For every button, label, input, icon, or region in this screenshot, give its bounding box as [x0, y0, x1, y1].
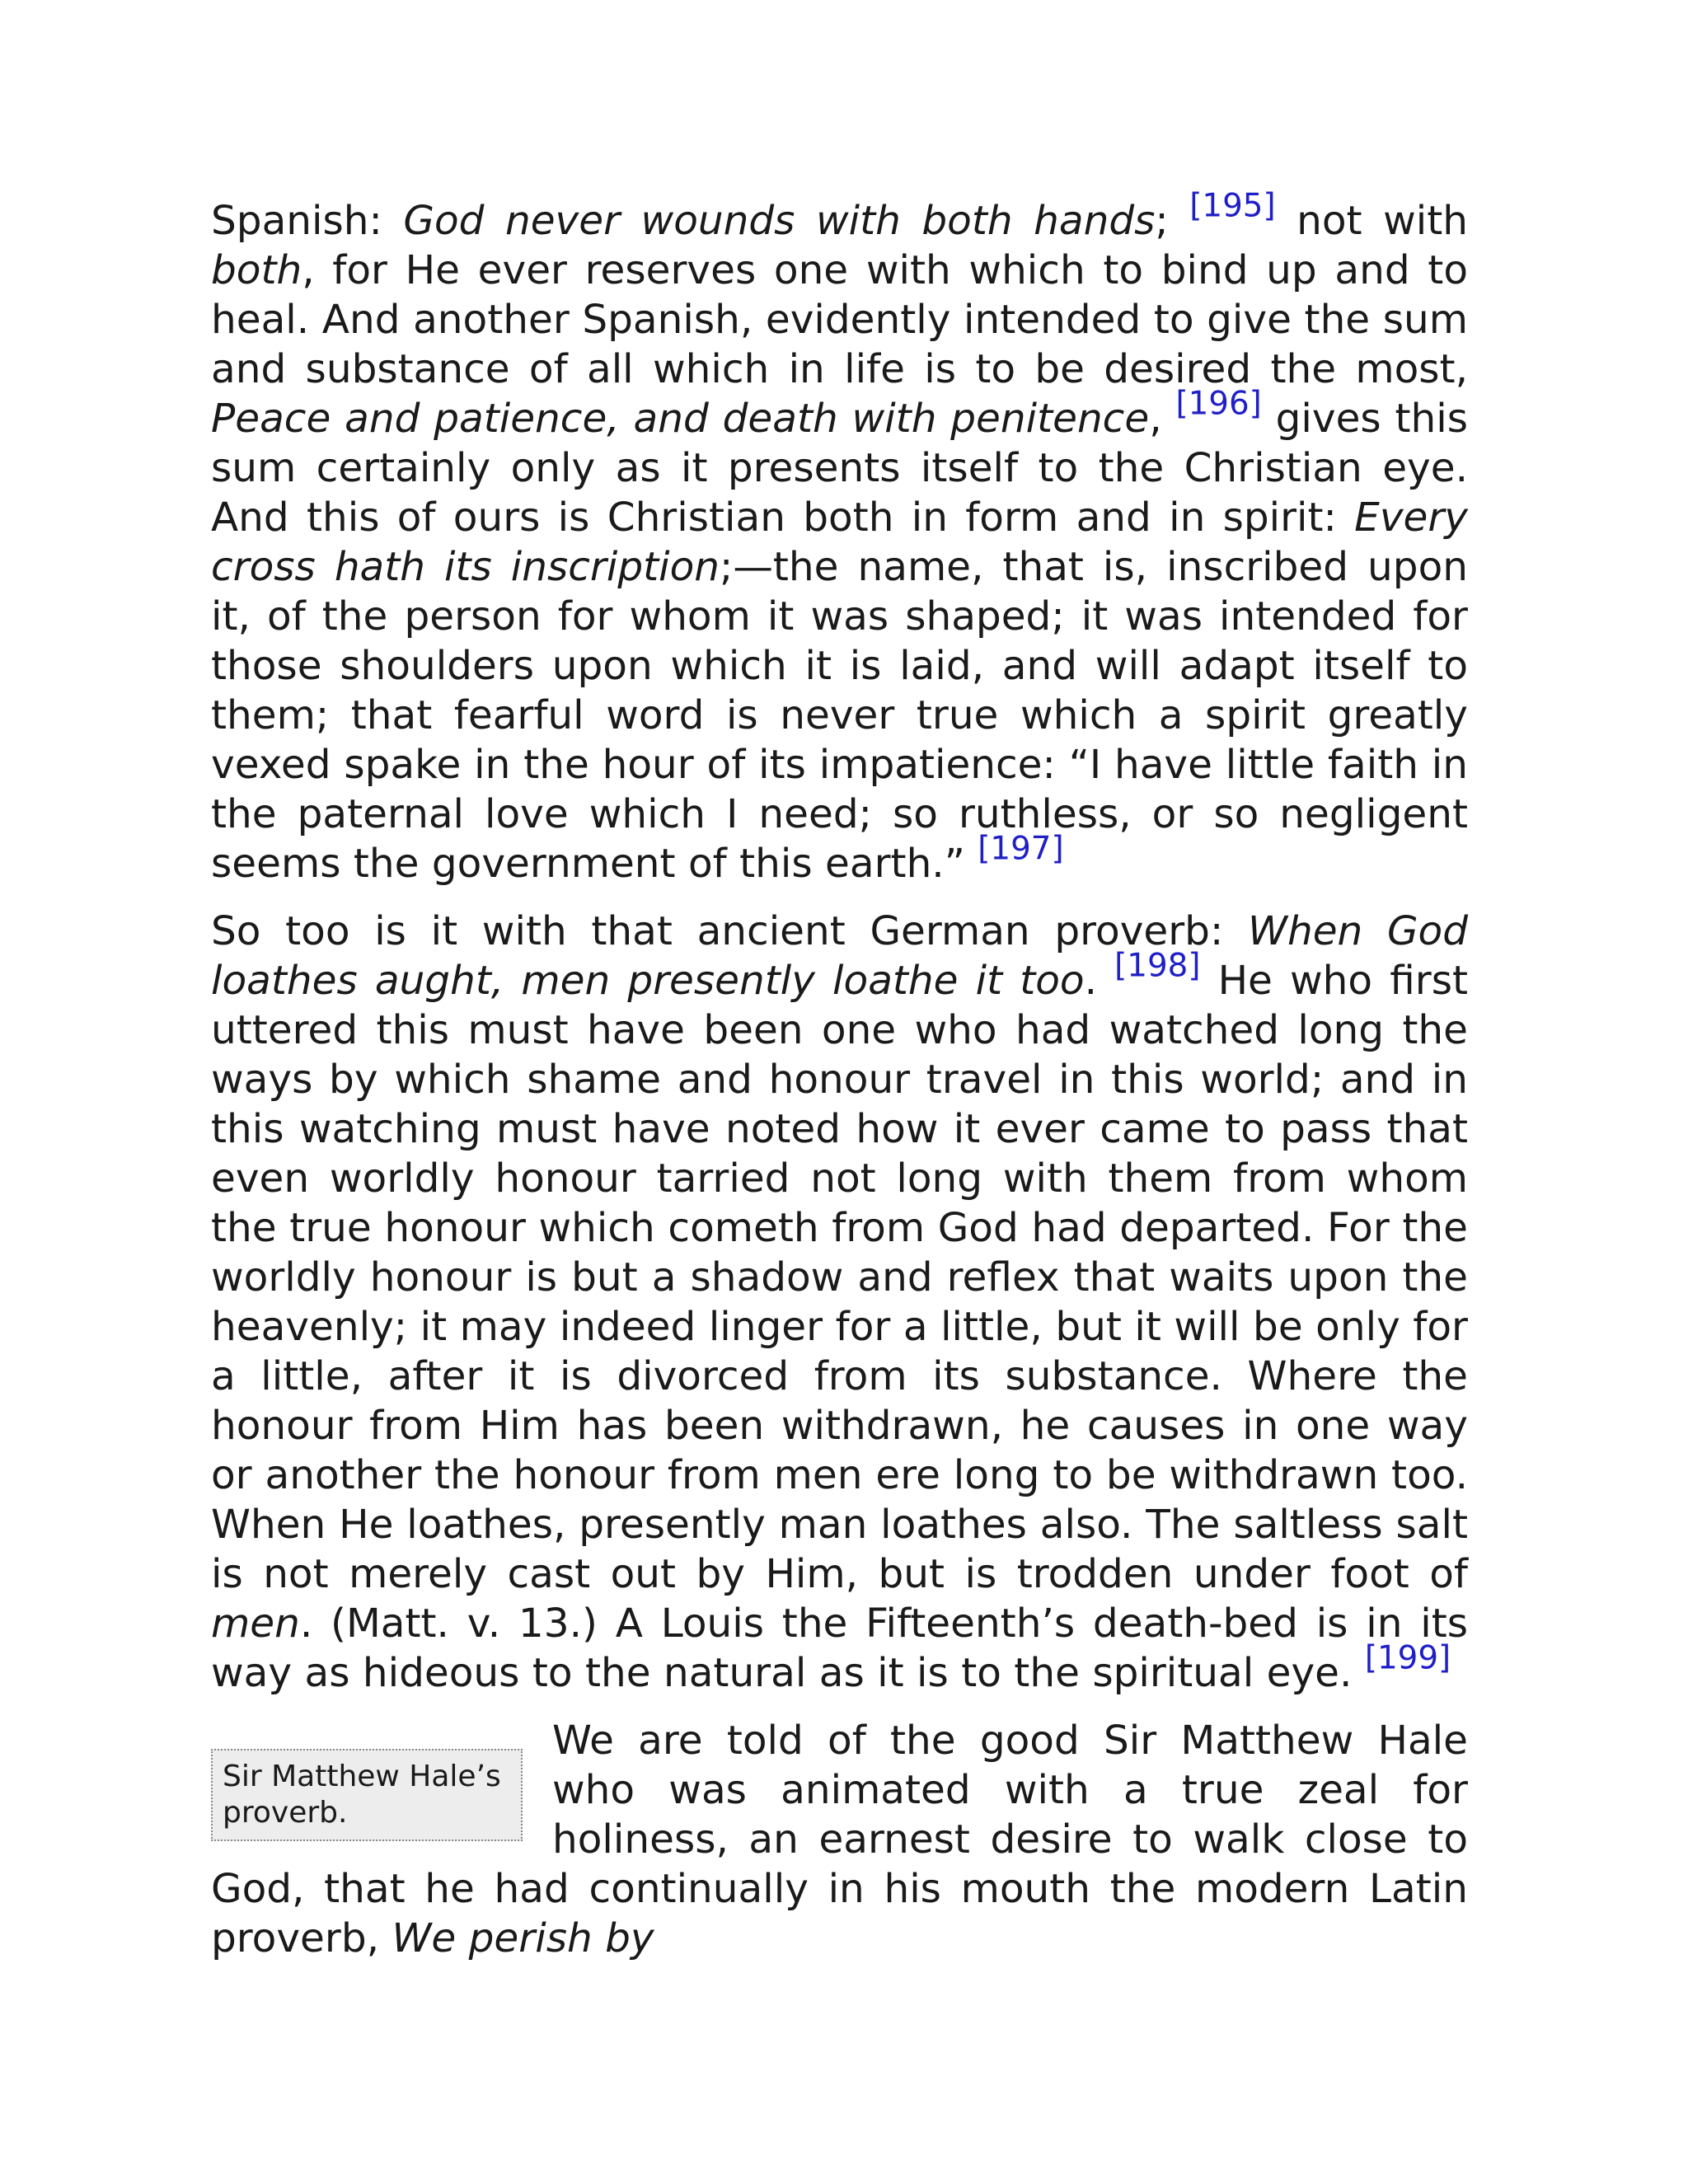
footnote-link-197[interactable]: [197]: [978, 830, 1064, 868]
text: Spanish:: [211, 198, 404, 244]
emphasis: When God loathes aught, men presently loathe it too: [211, 908, 1469, 1004]
text: gives this sum certainly only as it presents itself to the Christian eye. And this of ours is Christian both in form and in spirit:: [211, 396, 1469, 541]
text: not with: [1275, 198, 1468, 244]
text: ;: [1155, 198, 1169, 244]
footnote-link-199[interactable]: [199]: [1364, 1639, 1451, 1677]
text: ;—the name, that is, inscribed upon it, of the person for whom it was shaped; it was intended for those shoulders upon which it is laid, and will adapt itself to them; that fearful word is never true which a spirit greatly vexed spake in the hour of its impatience: “I have little faith in the paternal love which I need; so ruthless, or so negligent seems the government of this earth.”: [211, 544, 1468, 887]
page-body: [211, 187, 1469, 1981]
text: , for He ever reserves one with which to bind up and to heal. And another Spanish, evidently intended to give the sum and substance of all which in life is to be desired the most,: [211, 247, 1468, 392]
emphasis: men: [211, 1601, 300, 1647]
footnote-link-196[interactable]: [196]: [1175, 385, 1262, 423]
footnote-link-195[interactable]: [195]: [1189, 187, 1276, 225]
emphasis: both: [211, 247, 302, 293]
text: We are told of the good Sir Matthew Hale who was animated with a true zeal for holiness, an earnest desire to walk close to God, that he had continually in his mouth the modern Latin proverb,: [211, 1718, 1468, 1961]
text: So too is it with that ancient German proverb:: [211, 908, 1248, 954]
emphasis: Peace and patience, and death with penitence: [211, 396, 1150, 442]
text: . (Matt. v. 13.) A Louis the Fifteenth’s death-bed is in its way as hideous to the natural as it is to the spiritual eye.: [211, 1601, 1468, 1696]
emphasis: God never wounds with both hands: [403, 198, 1156, 244]
paragraph-1: [211, 187, 1469, 888]
text: .: [1084, 958, 1098, 1004]
emphasis: Every cross hath its inscription: [211, 494, 1468, 590]
footnote-link-198[interactable]: [198]: [1114, 947, 1201, 985]
text: ,: [1149, 396, 1162, 442]
text: He who first uttered this must have been one who had watched long the ways by which shame and honour travel in this world; and in this watching must have noted how it ever came to pass that even worldly honour tarried not long with them from whom the true honour which cometh from God had departed. For the worldly honour is but a shadow and reflex that waits upon the heavenly; it may indeed linger for a little, but it will be only for a little, after it is divorced from its substance. Where the honour from Him has been withdrawn, he causes in one way or another the honour from men ere long to be withdrawn too. When He loathes, presently man loathes also. The saltless salt is not merely cast out by Him, but is trodden under foot of: [211, 958, 1468, 1597]
paragraph-2: [211, 907, 1468, 1698]
emphasis: We perish by: [392, 1915, 654, 1961]
sidenote: Sir Matthew Hale’s proverb.: [211, 1749, 523, 1841]
